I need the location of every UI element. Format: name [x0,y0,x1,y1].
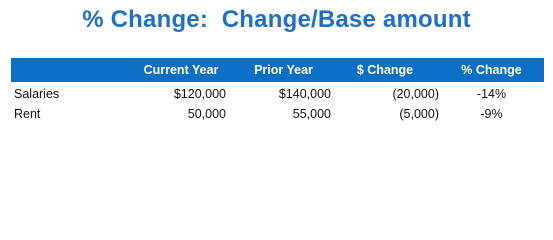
change-table [11,58,544,124]
header-cell-label [14,58,124,82]
prior-year-value: 55,000 [292,107,331,121]
header-cell-dollar-change: $ Change [356,63,414,77]
table-row-rent [11,104,544,124]
percent-change-value: -14% [476,87,507,101]
header-cell-prior-year: Prior Year [254,63,313,77]
dollar-change-value: (5,000) [399,107,439,121]
current-year-value: $120,000 [173,87,226,101]
current-year-value: 50,000 [187,107,226,121]
table-row-salaries [11,84,544,104]
page-title: % Change: Change/Base amount [82,6,471,33]
dollar-change-value: (20,000) [392,87,439,101]
prior-year-value: $140,000 [278,87,331,101]
percent-change-value: -9% [480,107,503,121]
header-cell-current-year: Current Year [143,63,219,77]
row-label: Salaries [14,87,60,101]
row-label: Rent [14,107,41,121]
header-cell-percent-change: % Change [461,63,522,77]
table-header-row [11,58,544,82]
